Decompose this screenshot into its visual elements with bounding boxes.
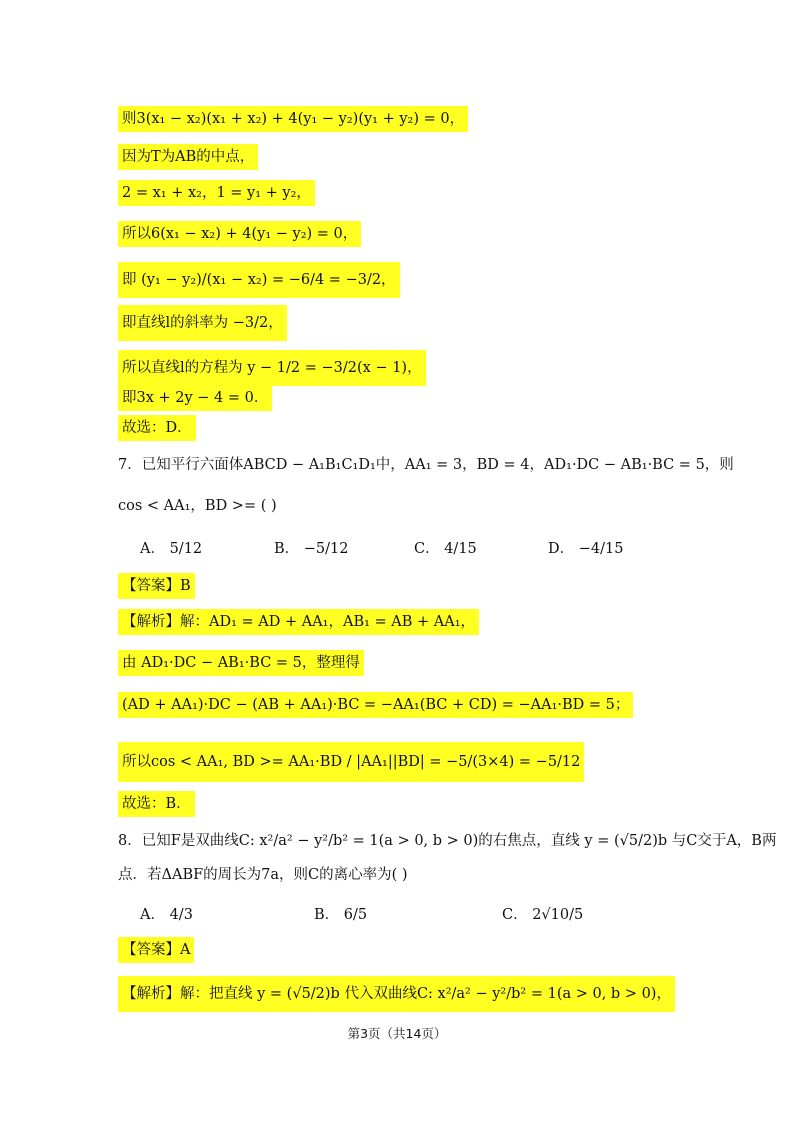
question-7-option-b: B． −5/12 [274,541,349,557]
question-7-analysis-line-5: 故选：B． [118,791,195,817]
question-7-analysis-line-2: 由 AD₁·DC − AB₁·BC = 5，整理得 [118,650,364,676]
solution-line-4: 所以6(x₁ − x₂) + 4(y₁ − y₂) = 0， [118,221,361,247]
question-7-stem-line-2: cos < AA₁，BD >= ( ) [118,498,277,514]
question-8-option-c: C． 2√10/5 [502,907,584,923]
question-8-answer: 【答案】A [118,937,194,963]
solution-line-9: 故选：D． [118,415,196,441]
question-8-option-a: A． 4/3 [140,907,193,923]
solution-line-2: 因为T为AB的中点， [118,144,258,170]
question-7-option-d: D． −4/15 [548,541,624,557]
question-8-stem-line-1: 8．已知F是双曲线C: x²/a² − y²/b² = 1(a > 0, b > 0)的右焦点，直线 y = (√5/2)b 与C交于A，B两 [118,833,777,849]
question-8-option-b: B． 6/5 [314,907,368,923]
solution-line-8: 即3x + 2y − 4 = 0． [118,385,272,411]
solution-line-5: 即 (y₁ − y₂)/(x₁ − x₂) = −6/4 = −3/2， [118,262,400,298]
question-8-stem-line-2: 点．若ΔABF的周长为7a，则C的离心率为( ) [118,867,408,883]
question-7-option-c: C． 4/15 [414,541,477,557]
solution-line-7: 所以直线l的方程为 y − 1/2 = −3/2(x − 1)， [118,350,426,386]
question-7-stem-line-1: 7．已知平行六面体ABCD − A₁B₁C₁D₁中，AA₁ = 3，BD = 4，AD₁·DC − AB₁·BC = 5，则 [118,457,734,473]
question-7-analysis-line-4: 所以cos < AA₁, BD >= AA₁·BD / |AA₁||BD| = −5/(3×4) = −5/12 [118,742,584,782]
question-8-analysis-line-1: 【解析】解：把直线 y = (√5/2)b 代入双曲线C: x²/a² − y²/b² = 1(a > 0, b > 0)， [118,976,675,1012]
question-7-answer: 【答案】B [118,573,195,599]
page-footer: 第3页（共14页） [347,1026,447,1041]
solution-line-3: 2 = x₁ + x₂，1 = y₁ + y₂， [118,180,315,206]
question-7-analysis-line-1: 【解析】解：AD₁ = AD + AA₁，AB₁ = AB + AA₁， [118,609,479,635]
solution-line-6: 即直线l的斜率为 −3/2， [118,305,287,341]
question-7-option-a: A． 5/12 [140,541,203,557]
question-7-analysis-line-3: (AD + AA₁)·DC − (AB + AA₁)·BC = −AA₁(BC + CD) = −AA₁·BD = 5； [118,692,633,718]
solution-line-1: 则3(x₁ − x₂)(x₁ + x₂) + 4(y₁ − y₂)(y₁ + y₂) = 0， [118,106,468,132]
